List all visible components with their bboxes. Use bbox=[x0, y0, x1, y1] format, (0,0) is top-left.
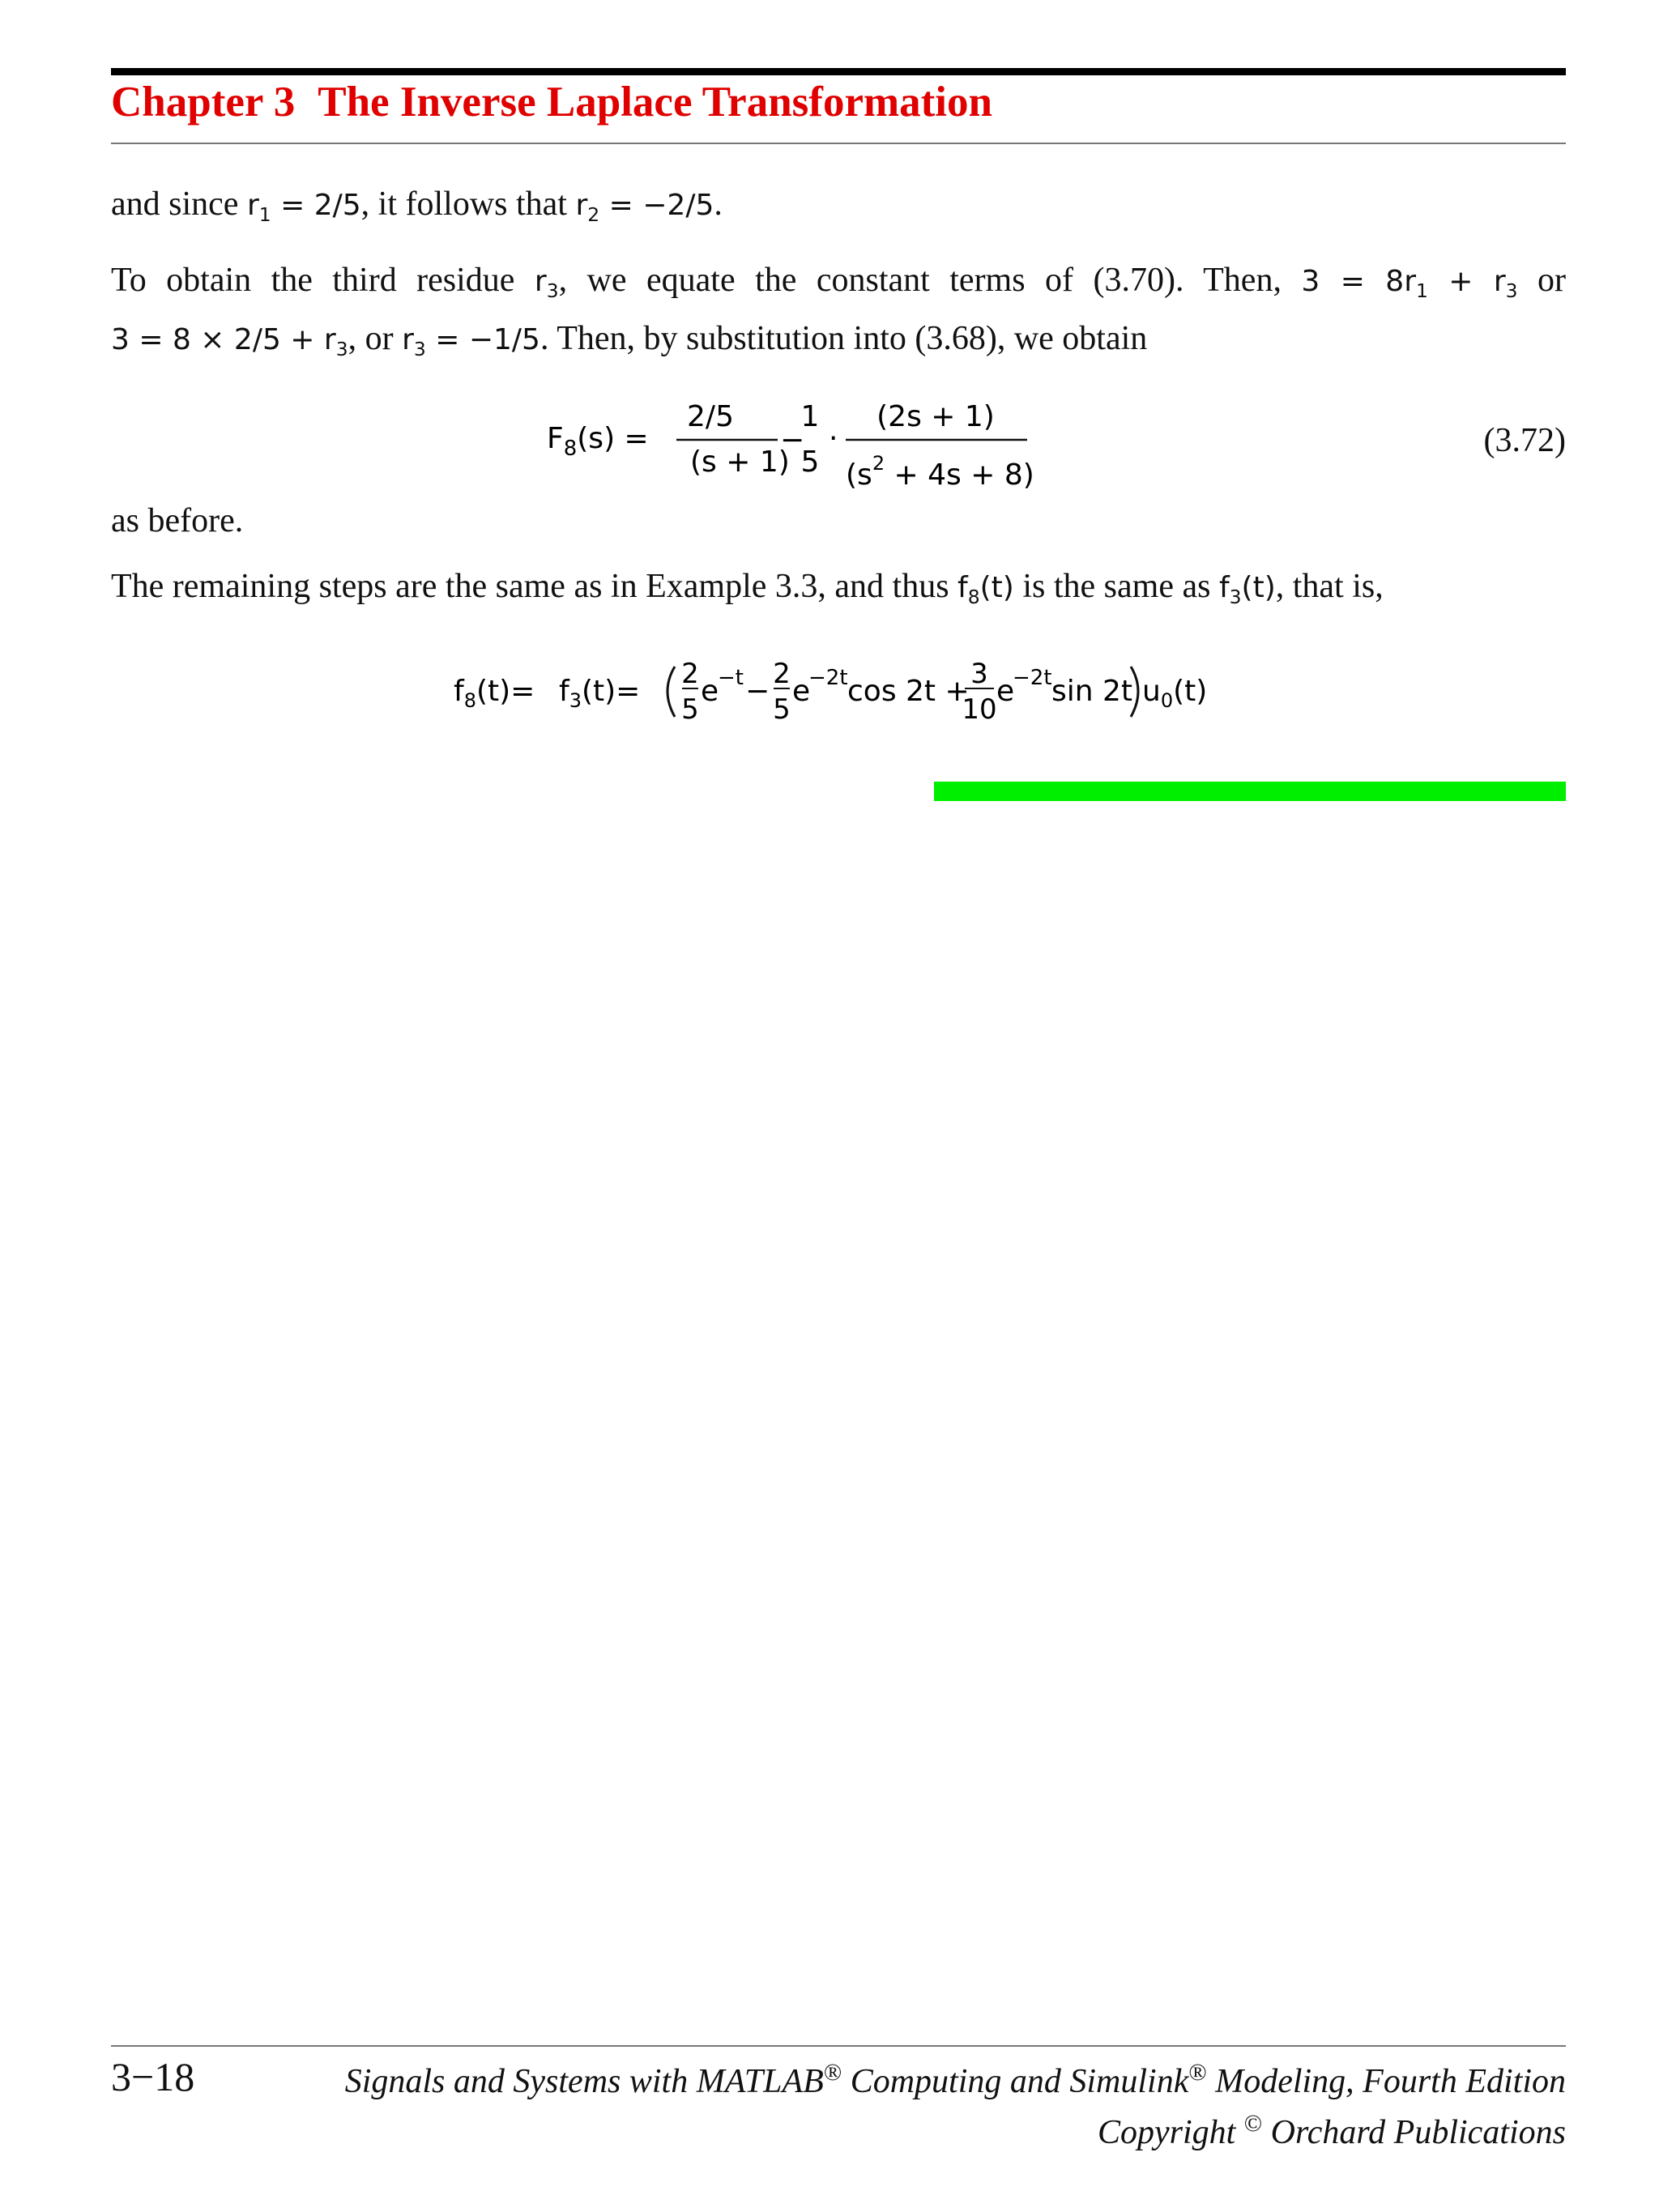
paragraph-residue-r3-line2: $3 = 8 \times 2/5 + r_3$, or $r_3 = -1/5$. Then, by substitution into (3.68), we obtain bbox=[111, 320, 1148, 361]
svg-text:e: e bbox=[701, 675, 719, 708]
svg-text:cos 2t +: cos 2t + bbox=[847, 675, 970, 708]
svg-text:3: 3 bbox=[970, 658, 988, 690]
paragraph-remaining-steps: The remaining steps are the same as in Example 3.3, and thus $f_8(t)$ is the same as $f_3(t)$, that is, bbox=[111, 568, 1384, 609]
svg-text:(2s + 1): (2s + 1) bbox=[876, 400, 995, 433]
equation-3-72 bbox=[535, 397, 1053, 502]
svg-text:2/5: 2/5 bbox=[687, 400, 734, 433]
svg-text:u0(t): $u_0(t)$ bbox=[1142, 675, 1208, 712]
svg-text:5: 5 bbox=[800, 445, 820, 479]
chapter-header bbox=[111, 78, 992, 126]
svg-text:f3(t)=: $f_3(t)=$ bbox=[559, 675, 641, 712]
book-title: Signals and Systems with MATLAB® Computing and Simulink® Modeling, Fourth Edition bbox=[344, 2060, 1566, 2100]
svg-text:−2t: −2t bbox=[1013, 666, 1052, 690]
end-of-example-bar bbox=[934, 782, 1566, 801]
paragraph-residue-r3-line1: To obtain the third residue $r_3$, we equate the constant terms of (3.70). Then, $3 = 8r_1 + r_3$ or bbox=[111, 262, 1567, 303]
svg-text:−: − bbox=[745, 675, 770, 708]
equation-f8-time-domain bbox=[437, 652, 1247, 741]
svg-text:5: 5 bbox=[681, 693, 699, 726]
page-number: 3−18 bbox=[111, 2054, 195, 2099]
svg-text:−: − bbox=[780, 424, 805, 457]
svg-text:(s + 1): (s + 1) bbox=[690, 445, 790, 479]
svg-text:(s2 + 4s + 8): $(s^2 + 4s + 8)$ bbox=[846, 452, 1034, 492]
svg-text:5: 5 bbox=[773, 693, 791, 726]
paragraph-residue-r2: and since $r_1 = 2/5$, it follows that $r_2 = -2/5$. bbox=[111, 185, 723, 227]
svg-text:sin 2t: sin 2t bbox=[1051, 675, 1133, 708]
svg-text:·: · bbox=[829, 422, 838, 455]
svg-text:e: e bbox=[792, 675, 811, 708]
svg-text:10: 10 bbox=[962, 693, 997, 726]
paragraph-as-before: as before. bbox=[111, 502, 244, 539]
svg-text:1: 1 bbox=[800, 400, 820, 433]
equation-number: (3.72) bbox=[1483, 422, 1566, 459]
copyright-notice: Copyright © Orchard Publications bbox=[1097, 2111, 1566, 2151]
svg-text:2: 2 bbox=[773, 658, 791, 690]
svg-text:2: 2 bbox=[681, 658, 699, 690]
header-bottom-rule bbox=[111, 143, 1566, 144]
header-top-rule bbox=[111, 68, 1566, 75]
chapter-number: Chapter 3 bbox=[111, 79, 296, 126]
svg-text:f8(t)=: $f_8(t)=$ bbox=[454, 675, 535, 712]
footer-rule bbox=[111, 2045, 1566, 2047]
svg-text:F8(s) =: $F_8(s)$ = bbox=[547, 422, 649, 461]
svg-text:e: e bbox=[996, 675, 1015, 708]
svg-text:−2t: −2t bbox=[808, 666, 848, 690]
chapter-title: The Inverse Laplace Transformation bbox=[318, 79, 992, 126]
svg-text:−t: −t bbox=[718, 666, 744, 690]
